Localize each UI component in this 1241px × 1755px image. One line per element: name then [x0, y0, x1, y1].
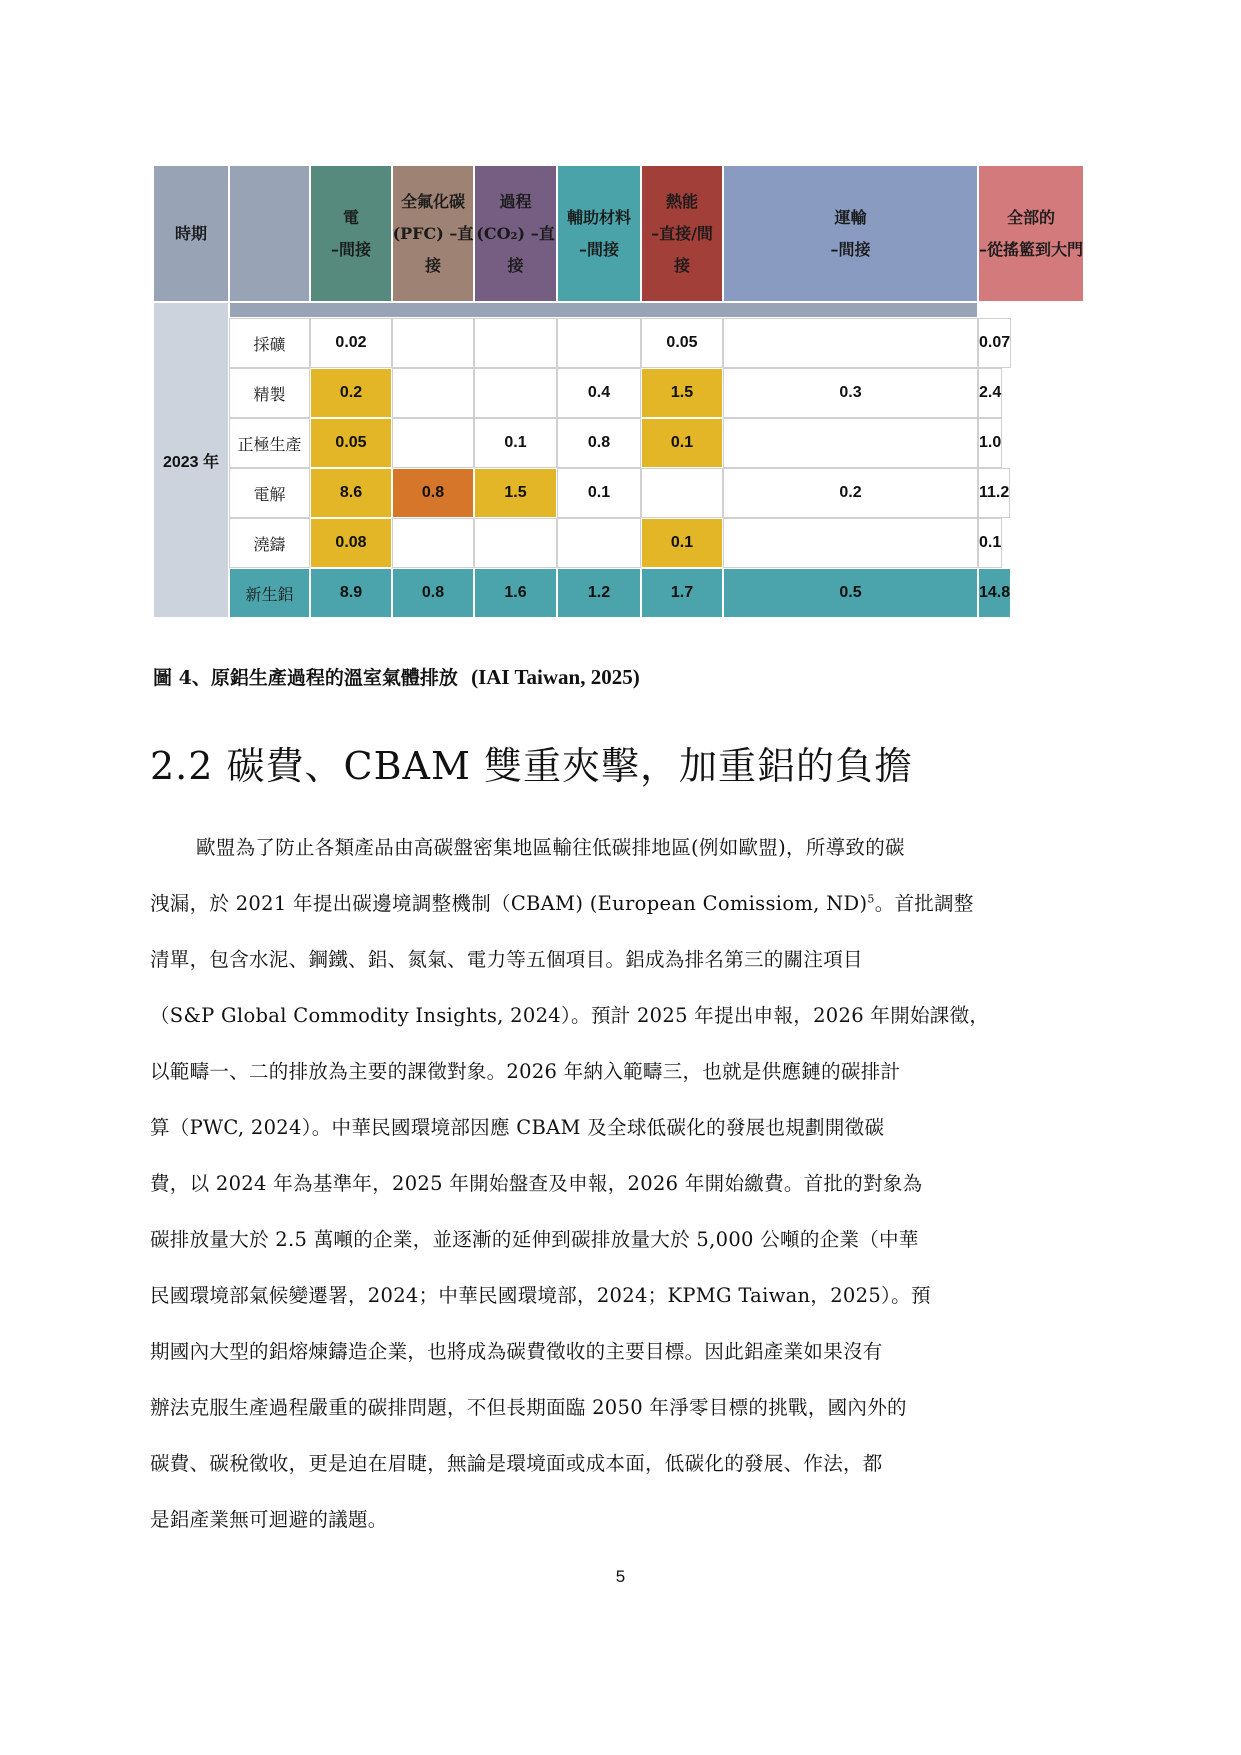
- header-column: [392, 165, 474, 302]
- header-column-label: 全部的: [1007, 207, 1056, 227]
- paragraph-line: 歐盟為了防止各類產品由高碳盤密集地區輸往低碳排地區(例如歐盟)，所導致的碳: [196, 836, 905, 859]
- header-band: [229, 302, 978, 318]
- table-cell: 0.1: [978, 518, 1002, 568]
- header-column-label: 熱能: [665, 191, 698, 211]
- total-row-label: 新生鋁: [229, 568, 310, 618]
- table-cell: [557, 518, 641, 568]
- footnote-ref[interactable]: 5: [867, 892, 875, 906]
- table-cell: 11.2: [978, 468, 1010, 518]
- header-column-label: 運輸: [834, 207, 867, 227]
- table-cell: 1.0: [978, 418, 1002, 468]
- table-cell: 0.1: [641, 518, 723, 568]
- table-cell: [557, 318, 641, 368]
- total-cell: 8.9: [310, 568, 392, 618]
- paragraph-line: 期國內大型的鋁熔煉鑄造企業，也將成為碳費徵收的主要目標。因此鋁產業如果沒有: [150, 1340, 883, 1363]
- header-column-label: (PFC) –直: [392, 223, 474, 243]
- table-cell: 0.1: [641, 418, 723, 468]
- paragraph-line: 以範疇一、二的排放為主要的課徵對象。2026 年納入範疇三，也就是供應鏈的碳排計: [150, 1060, 901, 1083]
- table-cell: [474, 368, 557, 418]
- table-cell: 0.2: [723, 468, 978, 518]
- header-column: [474, 165, 557, 302]
- header-column-label: 接: [424, 255, 441, 275]
- table-cell: 1.5: [641, 368, 723, 418]
- paragraph-line: 辦法克服生產過程嚴重的碳排問題，不但長期面臨 2050 年淨零目標的挑戰，國內外的: [150, 1396, 907, 1419]
- paragraph-line: 民國環境部氣候變遷署，2024；中華民國環境部，2024；KPMG Taiwan，2025）。預: [150, 1284, 931, 1307]
- row-label: 電解: [229, 468, 310, 518]
- table-cell: 0.05: [310, 418, 392, 468]
- table-cell: [474, 318, 557, 368]
- body-paragraph: [150, 820, 1100, 1548]
- table-cell: [392, 518, 474, 568]
- table-cell: 0.1: [474, 418, 557, 468]
- table-cell: [392, 318, 474, 368]
- header-column-label: –間接: [578, 239, 619, 259]
- table-cell: 2.4: [978, 368, 1002, 418]
- table-cell: 0.08: [310, 518, 392, 568]
- period-value: 2023 年: [153, 302, 229, 618]
- row-label: 澆鑄: [229, 518, 310, 568]
- table-cell: [392, 368, 474, 418]
- paragraph-line: 費，以 2024 年為基準年，2025 年開始盤查及申報，2026 年開始繳費。首批的對象為: [150, 1172, 923, 1195]
- header-column-label: –從搖籃到大門: [979, 239, 1084, 259]
- table-cell: [392, 418, 474, 468]
- header-column: [978, 165, 1084, 302]
- paragraph-line: 算（PWC, 2024）。中華民國環境部因應 CBAM 及全球低碳化的發展也規劃開徵碳: [150, 1116, 885, 1139]
- header-column-label: 全氟化碳: [400, 191, 465, 211]
- table-cell: 0.05: [641, 318, 723, 368]
- paragraph-line-tail: 。首批調整: [874, 892, 974, 915]
- header-column-label: (CO₂) –直: [476, 223, 555, 243]
- table-cell: 0.1: [557, 468, 641, 518]
- header-column-label: –間接: [330, 239, 371, 259]
- total-cell: 1.7: [641, 568, 723, 618]
- table-cell: 1.5: [474, 468, 557, 518]
- page-number: 5: [615, 1567, 626, 1586]
- figure-caption: [153, 663, 640, 690]
- emissions-table: [153, 165, 1084, 618]
- table-cell: 0.8: [392, 468, 474, 518]
- paragraph-line: （S&P Global Commodity Insights, 2024）。預計 2025 年提出申報，2026 年開始課徵，: [150, 1004, 990, 1027]
- table-cell: 8.6: [310, 468, 392, 518]
- table-cell: 0.2: [310, 368, 392, 418]
- paragraph-line: 碳費、碳稅徵收，更是迫在眉睫，無論是環境面或成本面，低碳化的發展、作法，都: [150, 1452, 883, 1475]
- header-column-label: 接: [507, 255, 524, 275]
- header-period: [153, 165, 229, 302]
- row-label: 正極生產: [229, 418, 310, 468]
- total-cell: 1.6: [474, 568, 557, 618]
- header-blank: [229, 165, 310, 302]
- header-column: [557, 165, 641, 302]
- total-cell: 1.2: [557, 568, 641, 618]
- table-cell: 0.07: [978, 318, 1011, 368]
- table-cell: [474, 518, 557, 568]
- table-cell: 0.4: [557, 368, 641, 418]
- table-cell: [723, 318, 978, 368]
- table-cell: 0.8: [557, 418, 641, 468]
- table-cell: [723, 518, 978, 568]
- caption-source: (IAI Taiwan, 2025): [471, 665, 640, 689]
- paragraph-line: [150, 876, 1100, 932]
- table-cell: [723, 418, 978, 468]
- section-heading: 2.2 碳費、CBAM 雙重夾擊，加重鋁的負擔: [150, 744, 913, 788]
- total-cell: 0.8: [392, 568, 474, 618]
- header-column-label: 輔助材料: [566, 207, 631, 227]
- header-column: [641, 165, 723, 302]
- header-column-label: –直接/間: [651, 223, 713, 243]
- header-column: [310, 165, 392, 302]
- table-cell: 0.3: [723, 368, 978, 418]
- row-label: 精製: [229, 368, 310, 418]
- caption-zh: 圖 4、原鋁生產過程的溫室氣體排放: [153, 667, 458, 689]
- header-column-label: 接: [673, 255, 690, 275]
- figure-4: [153, 165, 1084, 618]
- paragraph-line: 是鋁產業無可迴避的議題。: [150, 1508, 388, 1531]
- paragraph-line: 清單，包含水泥、鋼鐵、鋁、氮氣、電力等五個項目。鋁成為排名第三的關注項目: [150, 948, 863, 971]
- paragraph-line-text: 洩漏，於 2021 年提出碳邊境調整機制（CBAM) (European Comissiom, ND): [150, 892, 868, 915]
- header-column-label: –間接: [830, 239, 871, 259]
- table-cell: 0.02: [310, 318, 392, 368]
- total-cell: 14.8: [978, 568, 1011, 618]
- table-cell: [641, 468, 723, 518]
- paragraph-line: 碳排放量大於 2.5 萬噸的企業，並逐漸的延伸到碳排放量大於 5,000 公噸的企業（中華: [150, 1228, 919, 1251]
- header-column-label: 電: [342, 207, 359, 227]
- header-period-label: 時期: [174, 223, 207, 243]
- row-label: 採礦: [229, 318, 310, 368]
- total-cell: 0.5: [723, 568, 978, 618]
- header-column-label: 過程: [499, 191, 532, 211]
- header-column: [723, 165, 978, 302]
